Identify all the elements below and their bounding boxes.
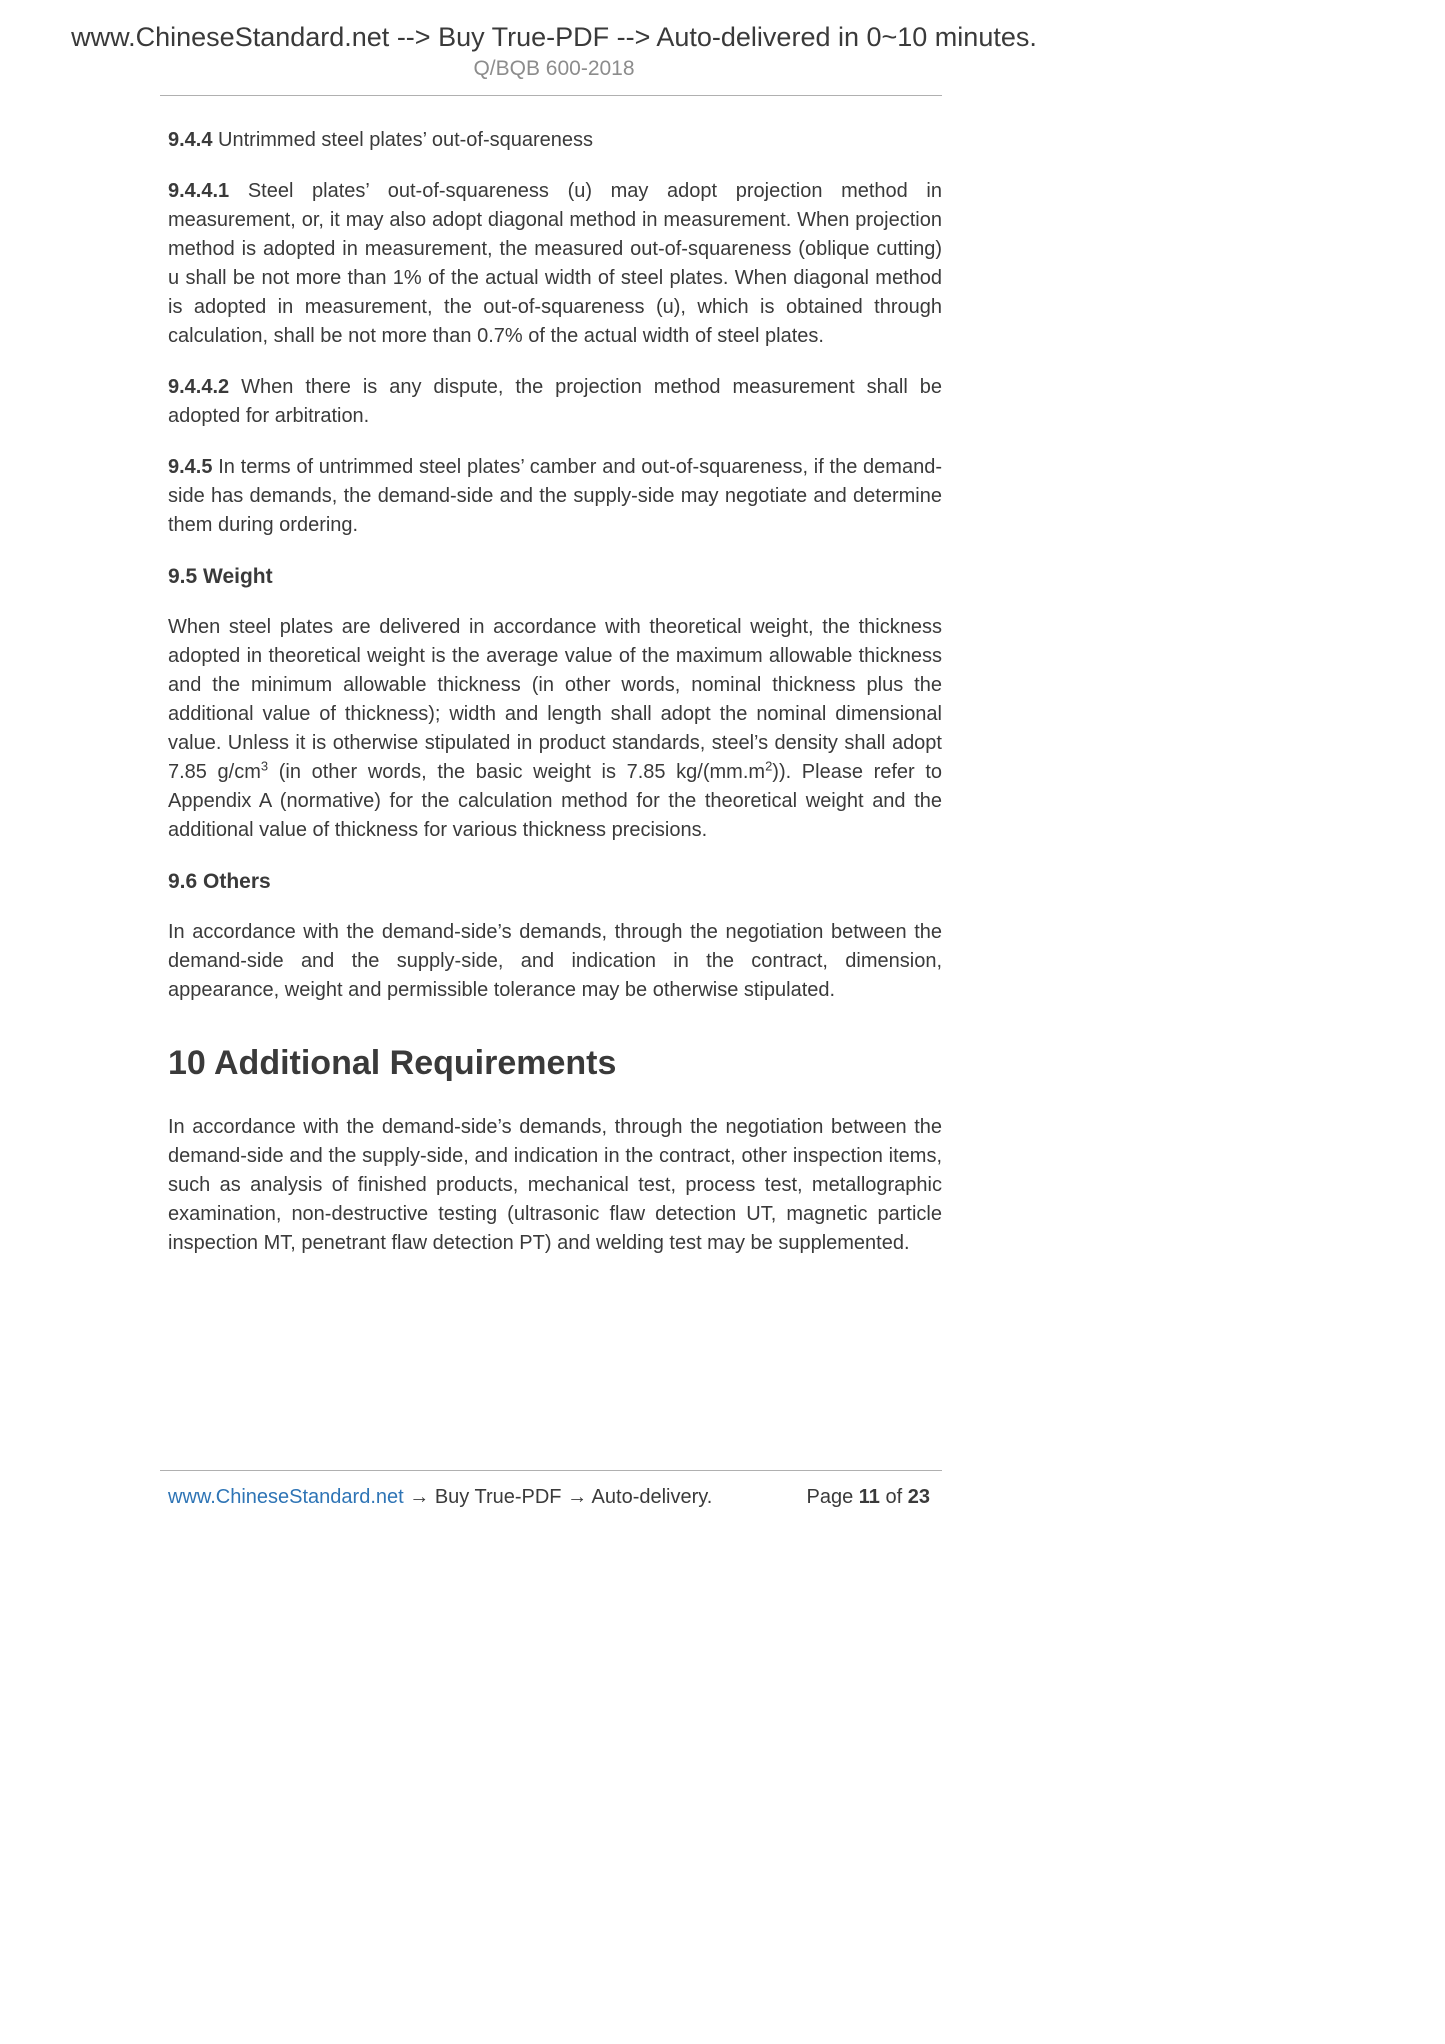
paragraph-text: In terms of untrimmed steel plates’ camber and out-of-squareness, if the demand-side has demands, the demand-side and the supply-side may negotiate and determine them during ordering. <box>168 456 942 536</box>
paragraph-text: (in other words, the basic weight is 7.85 kg/(mm.m <box>268 761 766 783</box>
footer-site-link[interactable]: www.ChineseStandard.net <box>168 1486 404 1508</box>
section-number: 9.4.5 <box>168 456 213 478</box>
section-9-5-heading: 9.5 Weight <box>168 565 273 588</box>
paragraph-text: When there is any dispute, the projection method measurement shall be adopted for arbitration. <box>168 376 942 427</box>
document-body <box>168 126 942 1258</box>
of-word: of <box>885 1486 903 1508</box>
paragraph-10-additional <box>168 1113 942 1258</box>
arrow-right-icon: → <box>409 1486 430 1508</box>
paragraph-9-4-4-1 <box>168 177 942 351</box>
header-divider <box>160 95 942 96</box>
paragraph-text: In accordance with the demand-side’s demands, through the negotiation between the demand-side and the supply-side, and indication in the contract, dimension, appearance, weight and permissible tolerance may be otherwise stipulated. <box>168 921 942 1001</box>
section-number: 9.4.4 <box>168 129 213 151</box>
arrow-right-icon: → <box>567 1486 588 1508</box>
paragraph-text: Steel plates’ out-of-squareness (u) may adopt projection method in measurement, or, it may also adopt diagonal method in measurement. When projection method is adopted in measurement, the measured out-of-squareness (oblique cutting) u shall be not more than 1% of the actual width of steel plates. When diagonal method is adopted in measurement, the out-of-squareness (u), which is obtained through calculation, shall be not more than 0.7% of the actual width of steel plates. <box>168 180 942 347</box>
paragraph-text: When steel plates are delivered in accordance with theoretical weight, the thickness adopted in theoretical weight is the average value of the maximum allowable thickness and the minimum allowable thickness (in other words, nominal thickness plus the additional value of thickness); width and length shall adopt the nominal dimensional value. Unless it is otherwise stipulated in product standards, steel’s density shall adopt 7.85 g/cm <box>168 616 942 783</box>
section-number: 9.4.4.2 <box>168 376 230 398</box>
paragraph-9-4-5 <box>168 453 942 540</box>
superscript: 2 <box>765 758 773 774</box>
document-code: Q/BQB 600-2018 <box>473 57 635 80</box>
paragraph-9-6-others <box>168 918 942 1005</box>
page-word: Page <box>806 1486 854 1508</box>
section-number: 9.4.4.1 <box>168 180 230 202</box>
page-total-number: 23 <box>907 1486 930 1508</box>
paragraph-9-4-4-2 <box>168 373 942 431</box>
superscript: 3 <box>260 758 269 774</box>
header-banner: www.ChineseStandard.net --> Buy True-PDF --> Auto-delivered in 0~10 minutes. <box>71 22 1037 52</box>
page-footer <box>168 1486 930 1509</box>
paragraph-9-5-weight <box>168 613 942 845</box>
section-title-text: Untrimmed steel plates’ out-of-squareness <box>218 129 594 151</box>
paragraph-text: In accordance with the demand-side’s demands, through the negotiation between the demand-side and the supply-side, and indication in the contract, other inspection items, such as analysis of finished products, mechanical test, process test, metallographic examination, non-destructive testing (ultrasonic flaw detection UT, magnetic particle inspection MT, penetrant flaw detection PT) and welding test may be supplemented. <box>168 1116 942 1254</box>
footer-delivery-text: Auto-delivery. <box>591 1486 713 1508</box>
section-10-heading: 10 Additional Requirements <box>168 1044 617 1082</box>
page-indicator <box>807 1486 931 1509</box>
footer-buy-text: Buy True-PDF <box>434 1486 562 1508</box>
section-9-6-heading: 9.6 Others <box>168 870 271 893</box>
page-current-number: 11 <box>858 1486 880 1508</box>
section-9-4-4-heading <box>168 126 942 155</box>
footer-left <box>168 1486 712 1509</box>
footer-divider <box>160 1470 942 1471</box>
paragraph-text: )). Please refer to Appendix A (normative) for the calculation method for the theoretical weight and the additional value of thickness for various thickness precisions. <box>168 761 943 841</box>
